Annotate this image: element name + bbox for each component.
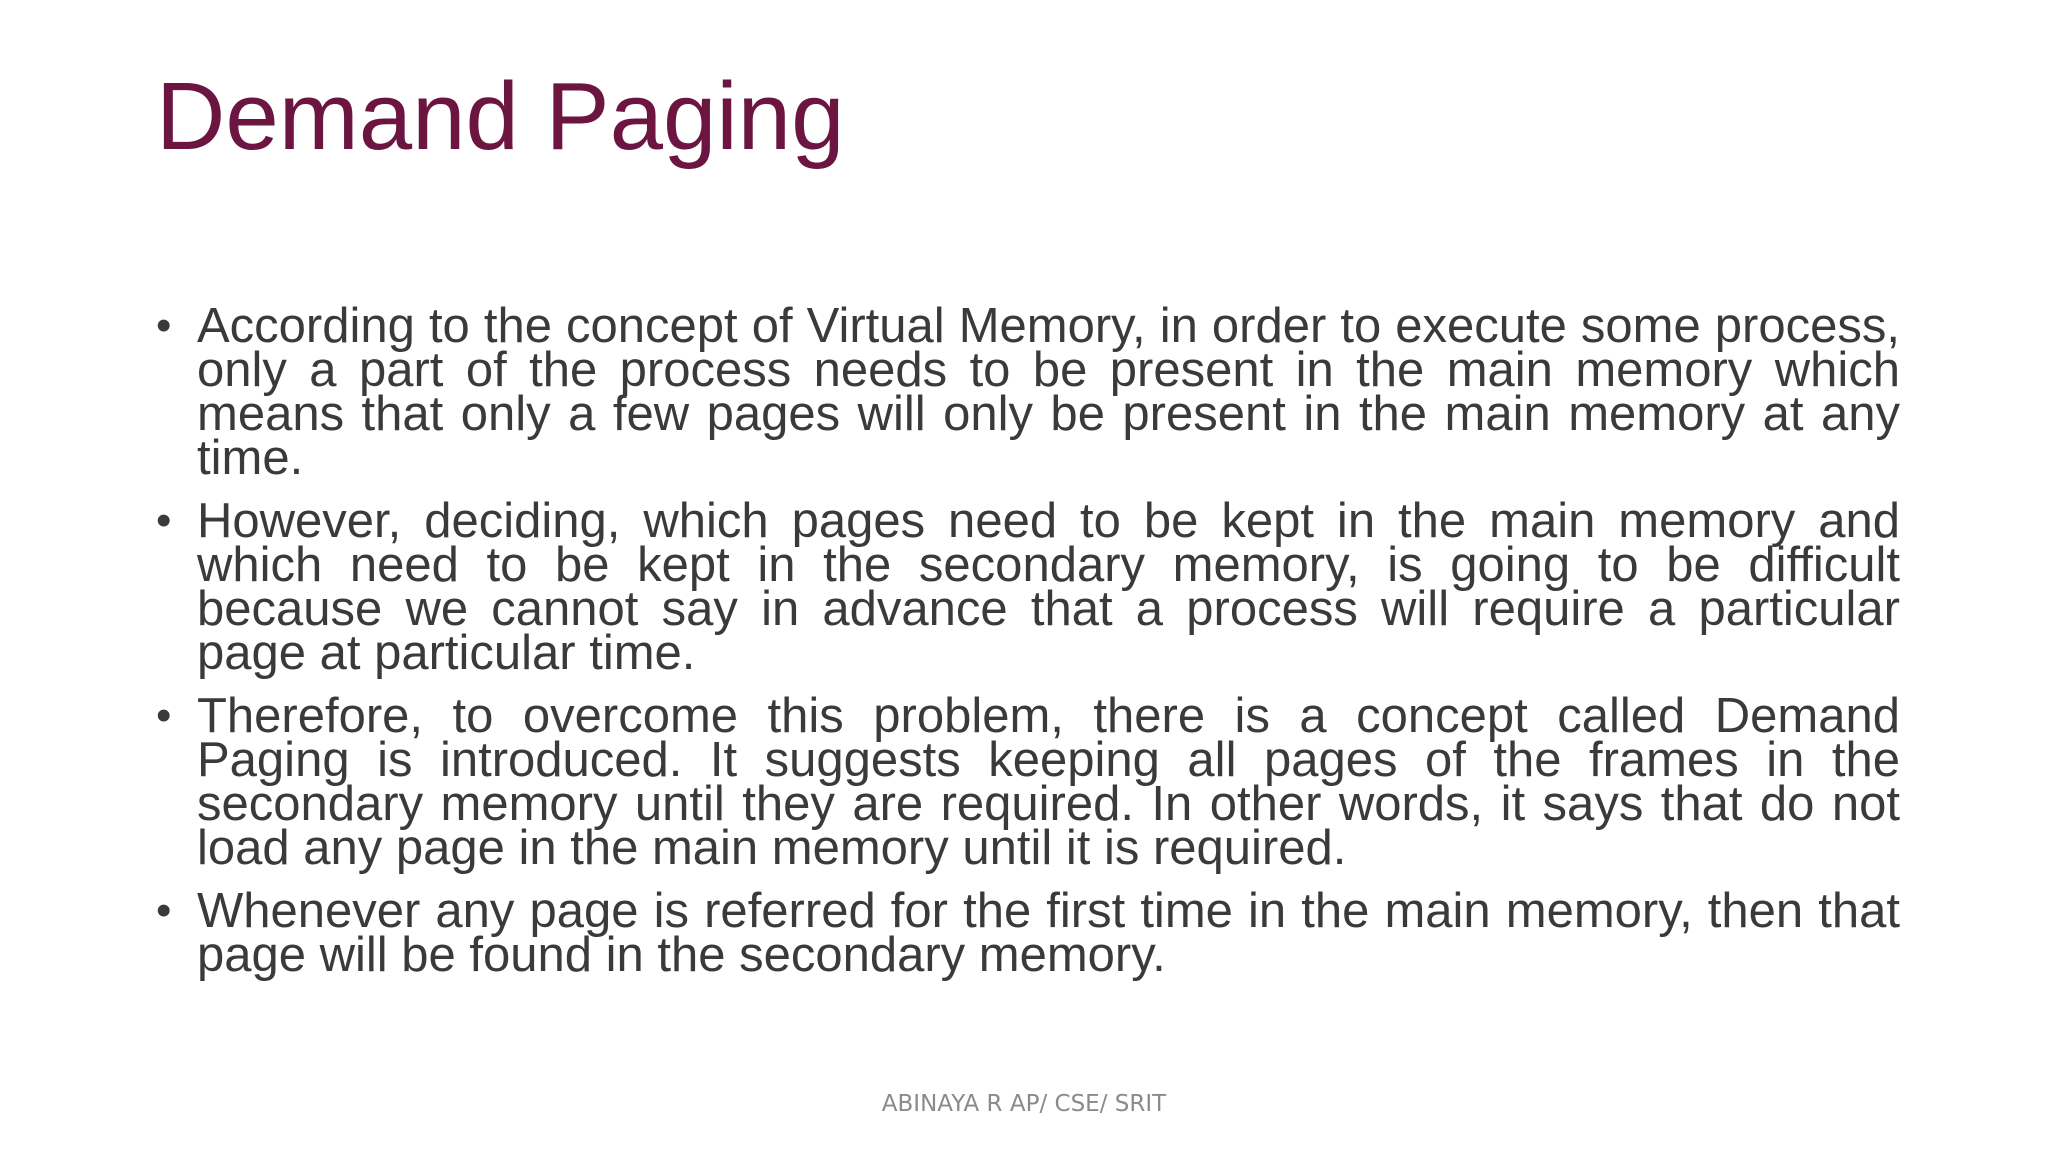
bullet-dot-icon: • <box>156 886 172 935</box>
bullet-item <box>156 884 1900 982</box>
bullet-text: Whenever any page is referred for the first time in the main memory, then that page will be found in the secondary memory. <box>197 884 1900 982</box>
bullet-list <box>156 299 1900 996</box>
slide-title: Demand Paging <box>156 63 845 170</box>
bullet-dot-icon: • <box>156 496 172 545</box>
bullet-dot-icon: • <box>156 301 172 350</box>
bullet-item <box>156 689 1900 875</box>
bullet-item <box>156 494 1900 680</box>
bullet-text: According to the concept of Virtual Memory, in order to execute some process, only a part of the process needs to be present in the main memory which means that only a few pages will only be present in the main memory at any time. <box>197 299 1900 485</box>
bullet-item <box>156 299 1900 485</box>
bullet-dot-icon: • <box>156 691 172 740</box>
bullet-text: Therefore, to overcome this problem, there is a concept called Demand Paging is introduced. It suggests keeping all pages of the frames in the secondary memory until they are required. In other words, it says that do not load any page in the main memory until it is required. <box>197 689 1900 875</box>
bullet-text: However, deciding, which pages need to be kept in the main memory and which need to be kept in the secondary memory, is going to be difficult because we cannot say in advance that a process will require a particular page at particular time. <box>197 494 1900 680</box>
slide-footer: ABINAYA R AP/ CSE/ SRIT <box>881 1091 1167 1117</box>
